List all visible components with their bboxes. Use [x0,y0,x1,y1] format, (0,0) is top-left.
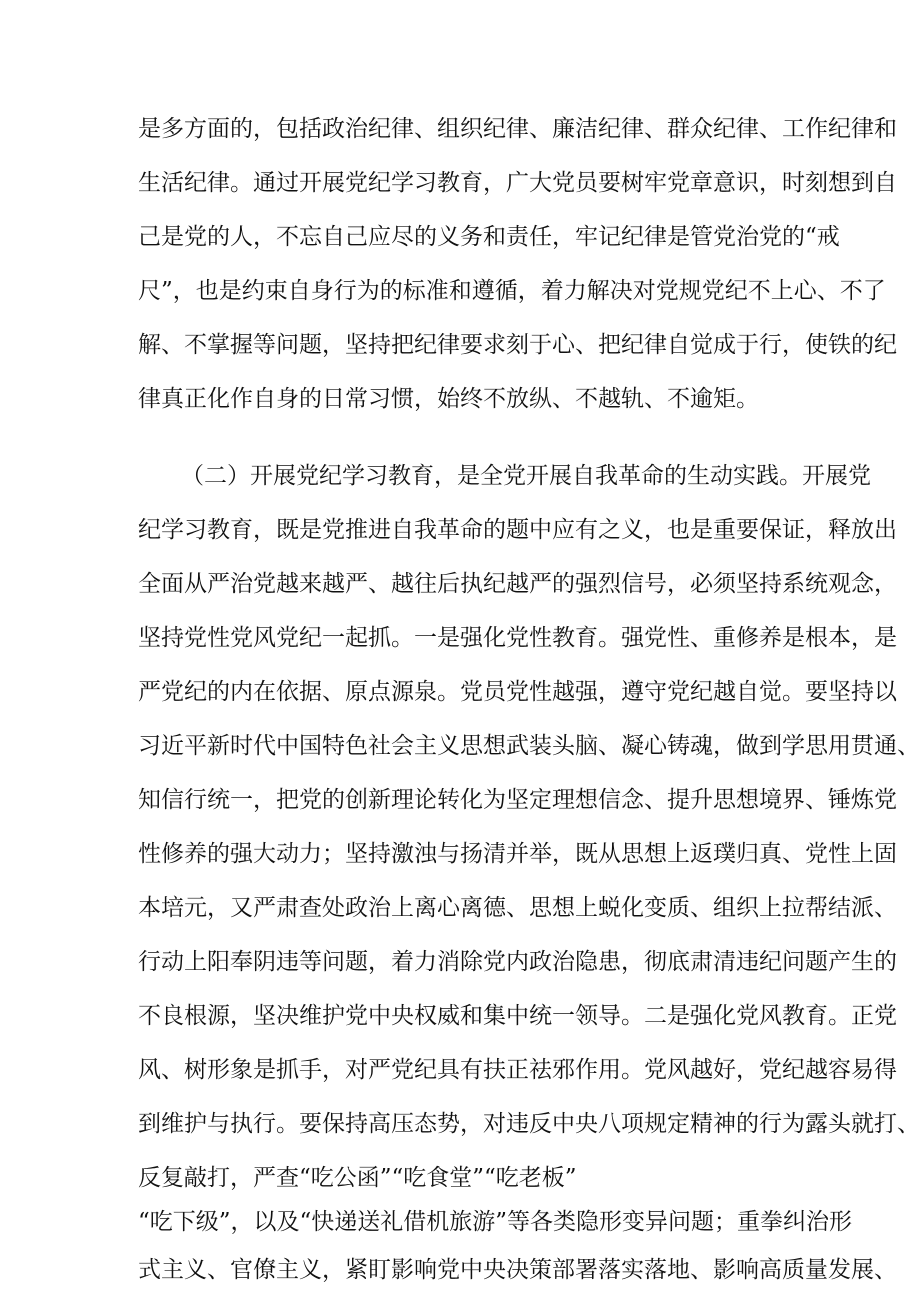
paragraph1-line-3: 己是党的人，不忘自己应尽的义务和责任，牢记纪律是管党治党的“戒 [138,224,840,250]
paragraph2-line-13: 到维护与执行。要保持高压态势，对违反中央八项规定精神的行为露头就打、 [138,1111,920,1137]
paragraph2-line-2: 纪学习教育，既是党推进自我革命的题中应有之义，也是重要保证，释放出 [138,517,897,543]
paragraph2-line-9: 本培元，又严肃查处政治上离心离德、思想上蜕化变质、组织上拉帮结派、 [138,895,897,921]
paragraph2-line-5: 严党纪的内在依据、原点源泉。党员党性越强，遵守党纪越自觉。要坚持以 [138,679,897,705]
paragraph2-line-3: 全面从严治党越来越严、越往后执纪越严的强烈信号，必须坚持系统观念， [138,571,897,597]
paragraph2-line-6: 习近平新时代中国特色社会主义思想武装头脑、凝心铸魂，做到学思用贯通、 [138,733,920,759]
paragraph2-line-7: 知信行统一，把党的创新理论转化为坚定理想信念、提升思想境界、锤炼党 [138,787,897,813]
paragraph2-line-1: （二）开展党纪学习教育，是全党开展自我革命的生动实践。开展党 [181,463,871,489]
paragraph2-line-8: 性修养的强大动力；坚持激浊与扬清并举，既从思想上返璞归真、党性上固 [138,841,897,867]
paragraph1-line-5: 解、不掌握等问题，坚持把纪律要求刻于心、把纪律自觉成于行，使铁的纪 [138,332,897,358]
paragraph2-line-15: “吃下级”，以及“快递送礼借机旅游”等各类隐形变异问题；重拳纠治形 [138,1209,853,1235]
paragraph1-line-4: 尺”，也是约束自身行为的标准和遵循，着力解决对党规党纪不上心、不了 [138,278,886,304]
paragraph2-line-10: 行动上阳奉阴违等问题，着力消除党内政治隐患，彻底肃清违纪问题产生的 [138,949,897,975]
paragraph2-line-16: 式主义、官僚主义，紧盯影响党中央决策部署落实落地、影响高质量发展、 [138,1257,897,1283]
paragraph1-line-6: 律真正化作自身的日常习惯，始终不放纵、不越轨、不逾矩。 [138,386,759,412]
paragraph2-line-12: 风、树形象是抓手，对严党纪具有扶正祛邪作用。党风越好，党纪越容易得 [138,1057,897,1083]
paragraph2-line-11: 不良根源，坚决维护党中央权威和集中统一领导。二是强化党风教育。正党 [138,1003,897,1029]
paragraph1-line-2: 生活纪律。通过开展党纪学习教育，广大党员要树牢党章意识，时刻想到自 [138,170,897,196]
paragraph2-line-4: 坚持党性党风党纪一起抓。一是强化党性教育。强党性、重修养是根本，是 [138,625,897,651]
paragraph2-line-14: 反复敲打，严查“吃公函”“吃食堂”“吃老板” [138,1165,577,1191]
paragraph1-line-1: 是多方面的，包括政治纪律、组织纪律、廉洁纪律、群众纪律、工作纪律和 [138,116,897,142]
